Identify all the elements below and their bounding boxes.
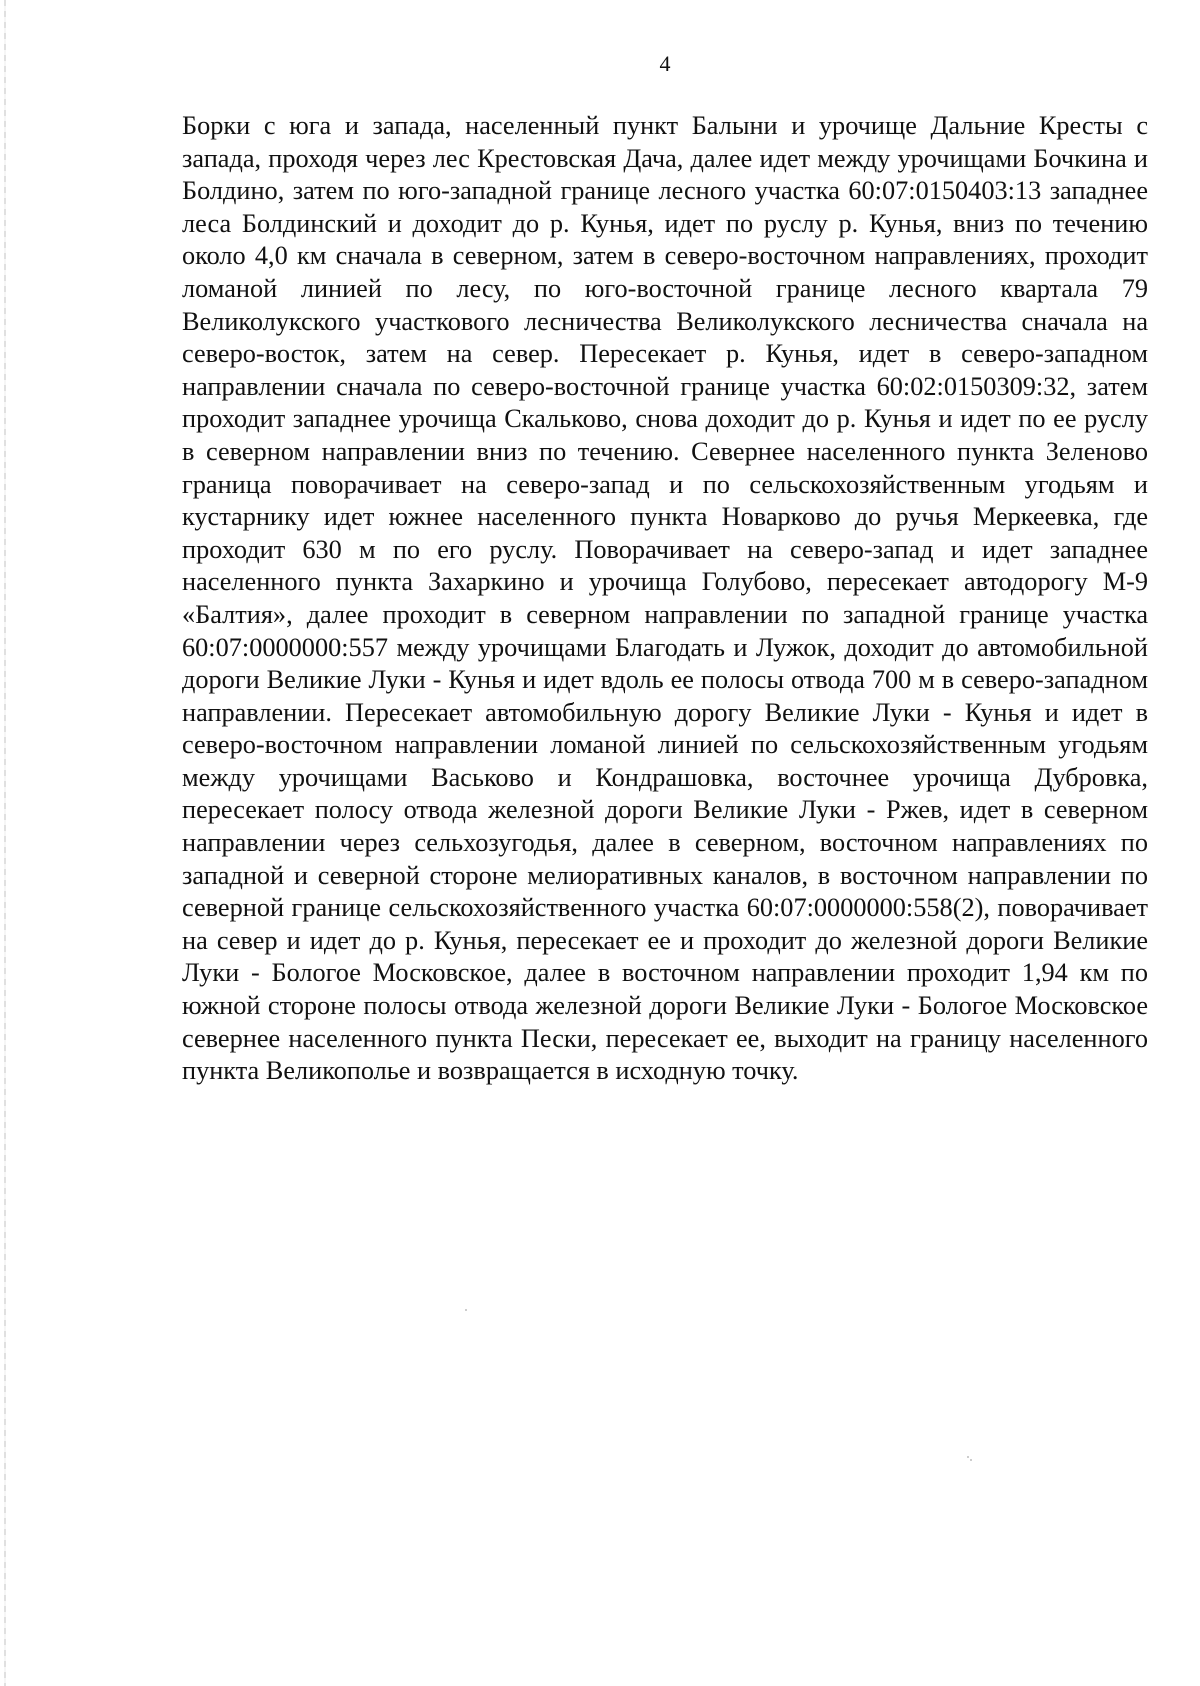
- body-paragraph: Борки с юга и запада, населенный пункт Балыни и урочище Дальние Кресты с запада, проходя через лес Крестовская Дача, далее идет между урочищами Бочкина и Болдино, затем по юго-западной границе лесного участка 60:07:0150403:13 западнее леса Болдинский и доходит до р. Кунья, идет по руслу р. Кунья, вниз по течению около 4,0 км сначала в северном, затем в северо-восточном направлениях, проходит ломаной линией по лесу, по юго-восточной границе лесного квартала 79 Великолукского участкового лесничества Великолукского лесничества сначала на северо-восток, затем на север. Пересекает р. Кунья, идет в северо-западном направлении сначала по северо-восточной границе участка 60:02:0150309:32, затем проходит западнее урочища Скальково, снова доходит до р. Кунья и идет по ее руслу в северном направлении вниз по течению. Севернее населенного пункта Зеленово граница поворачивает на северо-запад и по сельскохозяйственным угодьям и кустарнику идет южнее населенного пункта Новарково до ручья Меркеевка, где проходит 630 м по его руслу. Поворачивает на северо-запад и идет западнее населенного пункта Захаркино и урочища Голубово, пересекает автодорогу М-9 «Балтия», далее проходит в северном направлении по западной границе участка 60:07:0000000:557 между урочищами Благодать и Лужок, доходит до автомобильной дороги Великие Луки - Кунья и идет вдоль ее полосы отвода 700 м в северо-западном направлении. Пересекает автомобильную дорогу Великие Луки - Кунья и идет в северо-восточном направлении ломаной линией по сельскохозяйственным угодьям между урочищами Васьково и Кондрашовка, восточнее урочища Дубровка, пересекает полосу отвода железной дороги Великие Луки - Ржев, идет в северном направлении через сельхозугодья, далее в северном, восточном направлениях по западной и северной стороне мелиоративных каналов, в восточном направлении по северной границе сельскохозяйственного участка 60:07:0000000:558(2), поворачивает на север и идет до р. Кунья, пересекает ее и проходит до железной дороги Великие Луки - Бологое Московское, далее в восточном направлении проходит 1,94 км по южной стороне полосы отвода железной дороги Великие Луки - Бологое Московское севернее населенного пункта Пески, пересекает ее, выходит на границу населенного пункта Великополье и возвращается в исходную точку.: [182, 111, 1148, 1086]
- scan-speck: [967, 1456, 969, 1458]
- scan-edge: [4, 0, 6, 1686]
- scan-speck: [970, 1459, 972, 1461]
- page-number: 4: [659, 51, 671, 76]
- scan-speck: [465, 1309, 467, 1311]
